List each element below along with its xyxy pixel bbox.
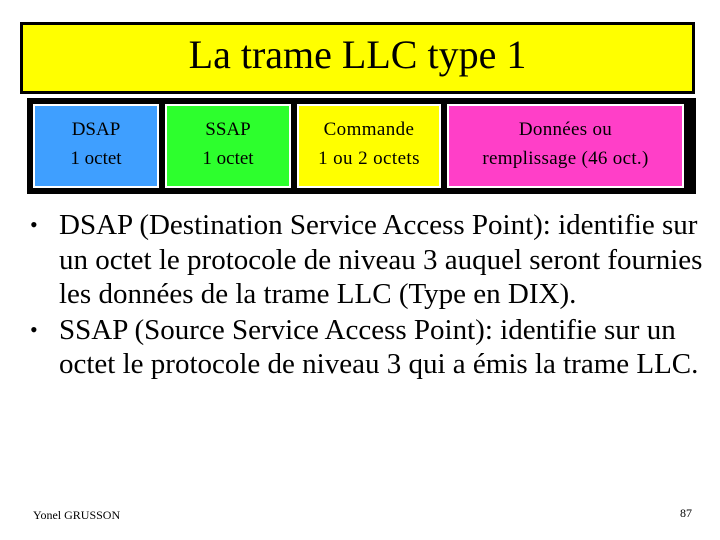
frame-field-commande — [297, 104, 441, 188]
slide-title-box — [20, 22, 695, 94]
frame-field-ssap-name: SSAP — [205, 118, 251, 140]
page-number: 87 — [680, 506, 692, 520]
bullet-marker: • — [30, 212, 38, 237]
frame-field-donnees-name: Données ou — [518, 118, 613, 140]
bullet-item-dsap — [28, 208, 708, 312]
frame-field-ssap — [165, 104, 291, 188]
frame-field-donnees — [447, 104, 684, 188]
bullet-text-dsap: DSAP (Destination Service Access Point): identifie sur un octet le protocole de niveau 3 auquel seront fournies les données de la trame LLC (Type en DIX). — [59, 209, 703, 310]
frame-field-ssap-size: 1 octet — [202, 148, 254, 169]
frame-field-commande-size: 1 ou 2 octets — [318, 148, 420, 169]
footer-author: Yonel GRUSSON — [33, 508, 121, 522]
bullet-marker: • — [30, 316, 38, 342]
slide-title: La trame LLC type 1 — [188, 32, 527, 77]
frame-field-commande-name: Commande — [323, 118, 415, 140]
bullet-text-ssap: SSAP (Source Service Access Point): identifie sur un octet le protocole de niveau 3 qui a émis la trame LLC. — [59, 313, 699, 380]
frame-field-dsap — [33, 104, 159, 188]
bullet-list — [28, 208, 708, 383]
frame-field-dsap-size: 1 octet — [70, 148, 122, 169]
bullet-item-ssap — [28, 313, 708, 382]
llc-frame-diagram — [27, 98, 696, 194]
frame-field-dsap-name: DSAP — [71, 118, 121, 140]
frame-field-donnees-size: remplissage (46 oct.) — [482, 148, 649, 169]
